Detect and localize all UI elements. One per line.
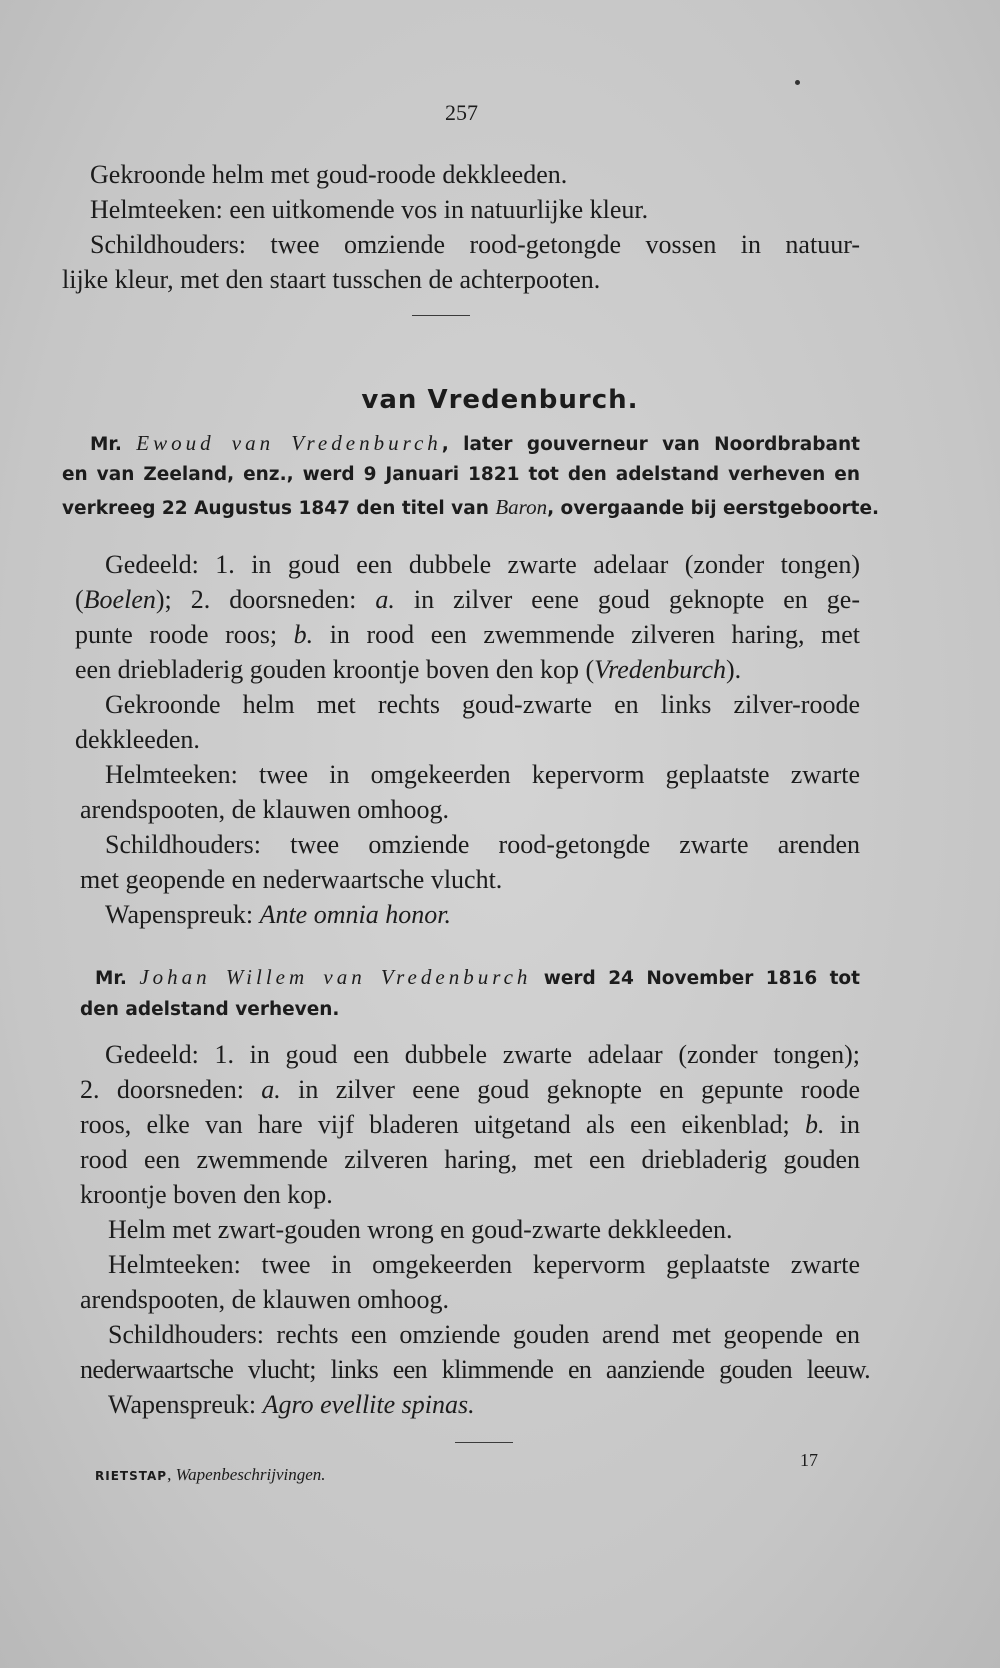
text-line: Helm met zwart-gouden wrong en goud-zwarte dekkleeden. [108, 1215, 733, 1244]
person-name: Johan Willem van Vredenburch [139, 965, 532, 989]
intro-line: en van Zeeland, enz., werd 9 Januari 1821 tot den adelstand verheven en [62, 464, 860, 485]
page-number: 257 [445, 100, 478, 125]
motto: Ante omnia honor. [259, 900, 451, 929]
text-line: Helmteeken: een uitkomende vos in natuurlijke kleur. [90, 195, 649, 224]
text-line: lijke kleur, met den staart tusschen de achterpooten. [62, 265, 601, 294]
footer-author: RIETSTAP [95, 1469, 168, 1483]
text-line: arendspooten, de klauwen omhoog. [80, 1285, 449, 1314]
footer-citation: RIETSTAP, Wapenbeschrijvingen. [95, 1465, 326, 1484]
text-line: arendspooten, de klauwen omhoog. [80, 795, 449, 824]
separator-rule [412, 315, 470, 316]
text-line: met geopende en nederwaartsche vlucht. [80, 865, 503, 894]
text-line: Helmteeken: twee in omgekeerden kepervorm geplaatste zwarte [108, 1250, 860, 1279]
intro-line: verkreeg 22 Augustus 1847 den titel van Baron, overgaande bij eerstgeboorte. [62, 495, 880, 519]
text-line: Schildhouders: rechts een omziende gouden arend met geopende en [108, 1320, 860, 1349]
text-line: Helmteeken: twee in omgekeerden kepervorm geplaatste zwarte [105, 760, 860, 789]
text-line: nederwaartsche vlucht; links een klimmende en aanziende gouden leeuw. [80, 1355, 870, 1384]
text-line: (Boelen); 2. doorsneden: a. in zilver eene goud geknopte en ge- [75, 585, 861, 614]
text-line: een driebladerig gouden kroontje boven den kop (Vredenburch). [75, 655, 742, 684]
text-line: Schildhouders: twee omziende rood-getongde zwarte arenden [105, 830, 860, 859]
motto: Agro evellite spinas. [262, 1390, 475, 1419]
text-line: Schildhouders: twee omziende rood-getongde vossen in natuur- [90, 230, 860, 259]
intro-line: den adelstand verheven. [80, 999, 340, 1020]
signature-mark: 17 [800, 1450, 818, 1470]
text-line: punte roode roos; b. in rood een zwemmende zilveren haring, met [75, 620, 861, 649]
text-line: Gekroonde helm met goud-roode dekkleeden. [90, 160, 568, 189]
footer-book-title: Wapenbeschrijvingen. [175, 1465, 326, 1484]
motto-line: Wapenspreuk: Ante omnia honor. [105, 900, 451, 929]
text-line: rood een zwemmende zilveren haring, met een driebladerig gouden [80, 1145, 860, 1174]
text-line: Gekroonde helm met rechts goud-zwarte en links zilver-roode [105, 690, 860, 719]
separator-rule [455, 1442, 513, 1443]
motto-line: Wapenspreuk: Agro evellite spinas. [108, 1390, 475, 1419]
person-name: Ewoud van Vredenburch [136, 431, 442, 455]
text-line: roos, elke van hare vijf bladeren uitgetand als een eikenblad; b. in [80, 1110, 861, 1139]
text-line: Gedeeld: 1. in goud een dubbele zwarte adelaar (zonder tongen); [105, 1040, 860, 1069]
text-line: kroontje boven den kop. [80, 1180, 333, 1209]
text-line: Gedeeld: 1. in goud een dubbele zwarte adelaar (zonder tongen) [105, 550, 860, 579]
intro-line: Mr. Ewoud van Vredenburch, later gouverneur van Noordbrabant [90, 431, 860, 455]
speck [795, 80, 800, 85]
section-heading: van Vredenburch. [361, 385, 639, 415]
text-line: 2. doorsneden: a. in zilver eene goud geknopte en gepunte roode [80, 1075, 861, 1104]
intro-line: Mr. Johan Willem van Vredenburch werd 24 November 1816 tot [95, 965, 860, 989]
text-line: dekkleeden. [75, 725, 200, 754]
